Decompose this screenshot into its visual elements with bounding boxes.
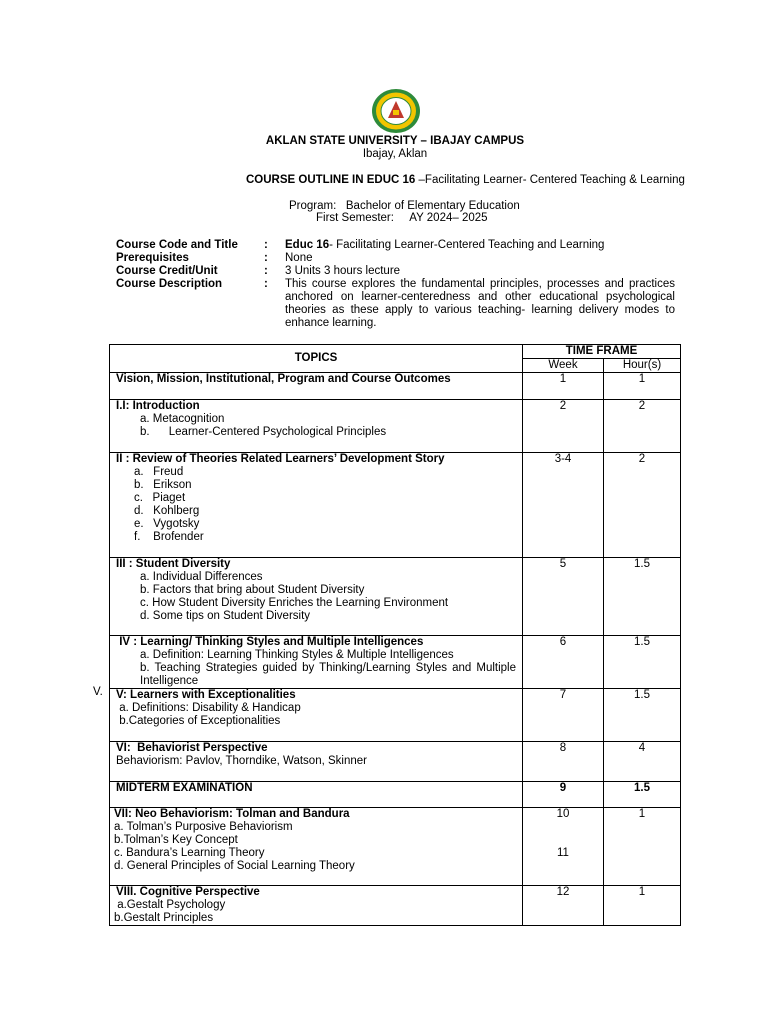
- course-outline-table: [109, 344, 681, 926]
- topic-title: II : Review of Theories Related Learners’ Development Story: [116, 453, 445, 465]
- hours-cell: 1: [604, 886, 681, 926]
- topic-item: b. Learner-Centered Psychological Principles: [140, 426, 387, 438]
- meta-colon: :: [264, 278, 268, 290]
- topic-item: b. Factors that bring about Student Diversity: [140, 584, 365, 596]
- meta-label: Course Code and Title: [116, 239, 238, 251]
- course-outline-code: COURSE OUTLINE IN EDUC 16: [246, 174, 416, 186]
- topic-item: f. Brofender: [134, 531, 204, 543]
- week-cell: 1: [523, 373, 604, 400]
- header-time-frame: TIME FRAME: [523, 345, 681, 359]
- meta-label: Course Credit/Unit: [116, 265, 218, 277]
- header-topics: TOPICS: [110, 345, 523, 373]
- topic-title: IV : Learning/ Thinking Styles and Multiple Intelligences: [116, 636, 424, 648]
- topic-title: I.I: Introduction: [116, 400, 200, 412]
- campus-location: Ibajay, Aklan: [362, 148, 428, 160]
- table-row: [110, 453, 681, 558]
- hours-cell: 2: [604, 400, 681, 453]
- topic-title: VI: Behaviorist Perspective: [116, 742, 268, 754]
- topic-item: e. Vygotsky: [134, 518, 200, 530]
- meta-colon: :: [264, 239, 268, 251]
- week-cell: 9: [523, 782, 604, 808]
- meta-value: [285, 239, 675, 252]
- hours-cell: 2: [604, 453, 681, 558]
- meta-value: 3 Units 3 hours lecture: [285, 265, 401, 277]
- table-row: [110, 558, 681, 636]
- topic-item: b. Teaching Strategies guided by Thinking/Learning Styles and Multiple Intelligence: [140, 662, 516, 687]
- meta-colon: :: [264, 252, 268, 264]
- week-cell: 8: [523, 742, 604, 782]
- week-value-2: 11: [557, 847, 569, 859]
- topic-item: c. Bandura’s Learning Theory: [114, 847, 265, 859]
- header-week: Week: [523, 359, 604, 373]
- topic-title: VII: Neo Behaviorism: Tolman and Bandura: [114, 808, 350, 820]
- table-row: [110, 742, 681, 782]
- week-cell: 12: [523, 886, 604, 926]
- table-row: [110, 636, 681, 689]
- topic-item: a. Individual Differences: [140, 571, 263, 583]
- meta-value-title: - Facilitating Learner-Centered Teaching and Learning: [329, 239, 605, 251]
- topic-item: c. Piaget: [134, 492, 186, 504]
- hours-cell: 1.5: [604, 782, 681, 808]
- course-outline-title: [246, 174, 685, 186]
- meta-value-code: Educ 16: [285, 239, 330, 251]
- topic-item: a. Definitions: Disability & Handicap: [116, 702, 301, 714]
- topic-item: b.Categories of Exceptionalities: [116, 715, 281, 727]
- topic-title: VIII. Cognitive Perspective: [116, 886, 260, 898]
- topic-title: III : Student Diversity: [116, 558, 231, 570]
- table-row: [110, 373, 681, 400]
- week-cell: 3-4: [523, 453, 604, 558]
- header-hours: Hour(s): [604, 359, 681, 373]
- topic-item: a.Gestalt Psychology: [114, 899, 226, 911]
- topic-title: MIDTERM EXAMINATION: [116, 782, 253, 794]
- hours-cell: 1: [604, 808, 681, 886]
- table-row: [110, 689, 681, 742]
- table-row: [110, 808, 681, 886]
- university-name: AKLAN STATE UNIVERSITY – IBAJAY CAMPUS: [265, 135, 525, 147]
- program-line: Program: Bachelor of Elementary Education: [289, 200, 520, 212]
- topic-item: a. Metacognition: [140, 413, 225, 425]
- topic-item: b.Tolman’s Key Concept: [114, 834, 238, 846]
- topic-item: c. How Student Diversity Enriches the Learning Environment: [140, 597, 449, 609]
- semester-line: First Semester: AY 2024– 2025: [316, 212, 488, 224]
- topic-item: a. Definition: Learning Thinking Styles & Multiple Intelligences: [140, 649, 454, 661]
- topic-title: V: Learners with Exceptionalities: [116, 689, 296, 701]
- topic-item: b. Erikson: [134, 479, 192, 491]
- meta-colon: :: [264, 265, 268, 277]
- topic-item: a. Freud: [134, 466, 184, 478]
- table-row: [110, 886, 681, 926]
- course-outline-subtitle: –Facilitating Learner- Centered Teaching & Learning: [415, 174, 685, 186]
- hours-cell: 1.5: [604, 636, 681, 689]
- topic-item: Behaviorism: Pavlov, Thorndike, Watson, Skinner: [116, 755, 367, 767]
- hours-cell: 1.5: [604, 689, 681, 742]
- topic-title: Vision, Mission, Institutional, Program and Course Outcomes: [116, 373, 451, 385]
- topic-item: d. General Principles of Social Learning Theory: [114, 860, 355, 872]
- margin-mark: V.: [93, 686, 103, 698]
- week-value: 10: [556, 808, 570, 820]
- topic-item: b.Gestalt Principles: [114, 912, 214, 924]
- topic-item: d. Kohlberg: [134, 505, 200, 517]
- table-row: [110, 400, 681, 453]
- week-cell: 6: [523, 636, 604, 689]
- topic-item: a. Tolman’s Purposive Behaviorism: [114, 821, 293, 833]
- week-cell: 7: [523, 689, 604, 742]
- hours-cell: 1.5: [604, 558, 681, 636]
- week-cell: 2: [523, 400, 604, 453]
- meta-label: Prerequisites: [116, 252, 189, 264]
- week-cell: [523, 808, 604, 886]
- hours-cell: 4: [604, 742, 681, 782]
- meta-value: None: [285, 252, 313, 264]
- topic-item: d. Some tips on Student Diversity: [140, 610, 311, 622]
- week-cell: 5: [523, 558, 604, 636]
- table-row: [110, 782, 681, 808]
- meta-label: Course Description: [116, 278, 223, 290]
- university-seal-logo: [370, 88, 422, 134]
- meta-value: This course explores the fundamental principles, processes and practices anchored on learner-centeredness and other educational psychological theories as these apply to various teaching- learning delivery modes to enhance learning.: [285, 278, 675, 329]
- hours-cell: 1: [604, 373, 681, 400]
